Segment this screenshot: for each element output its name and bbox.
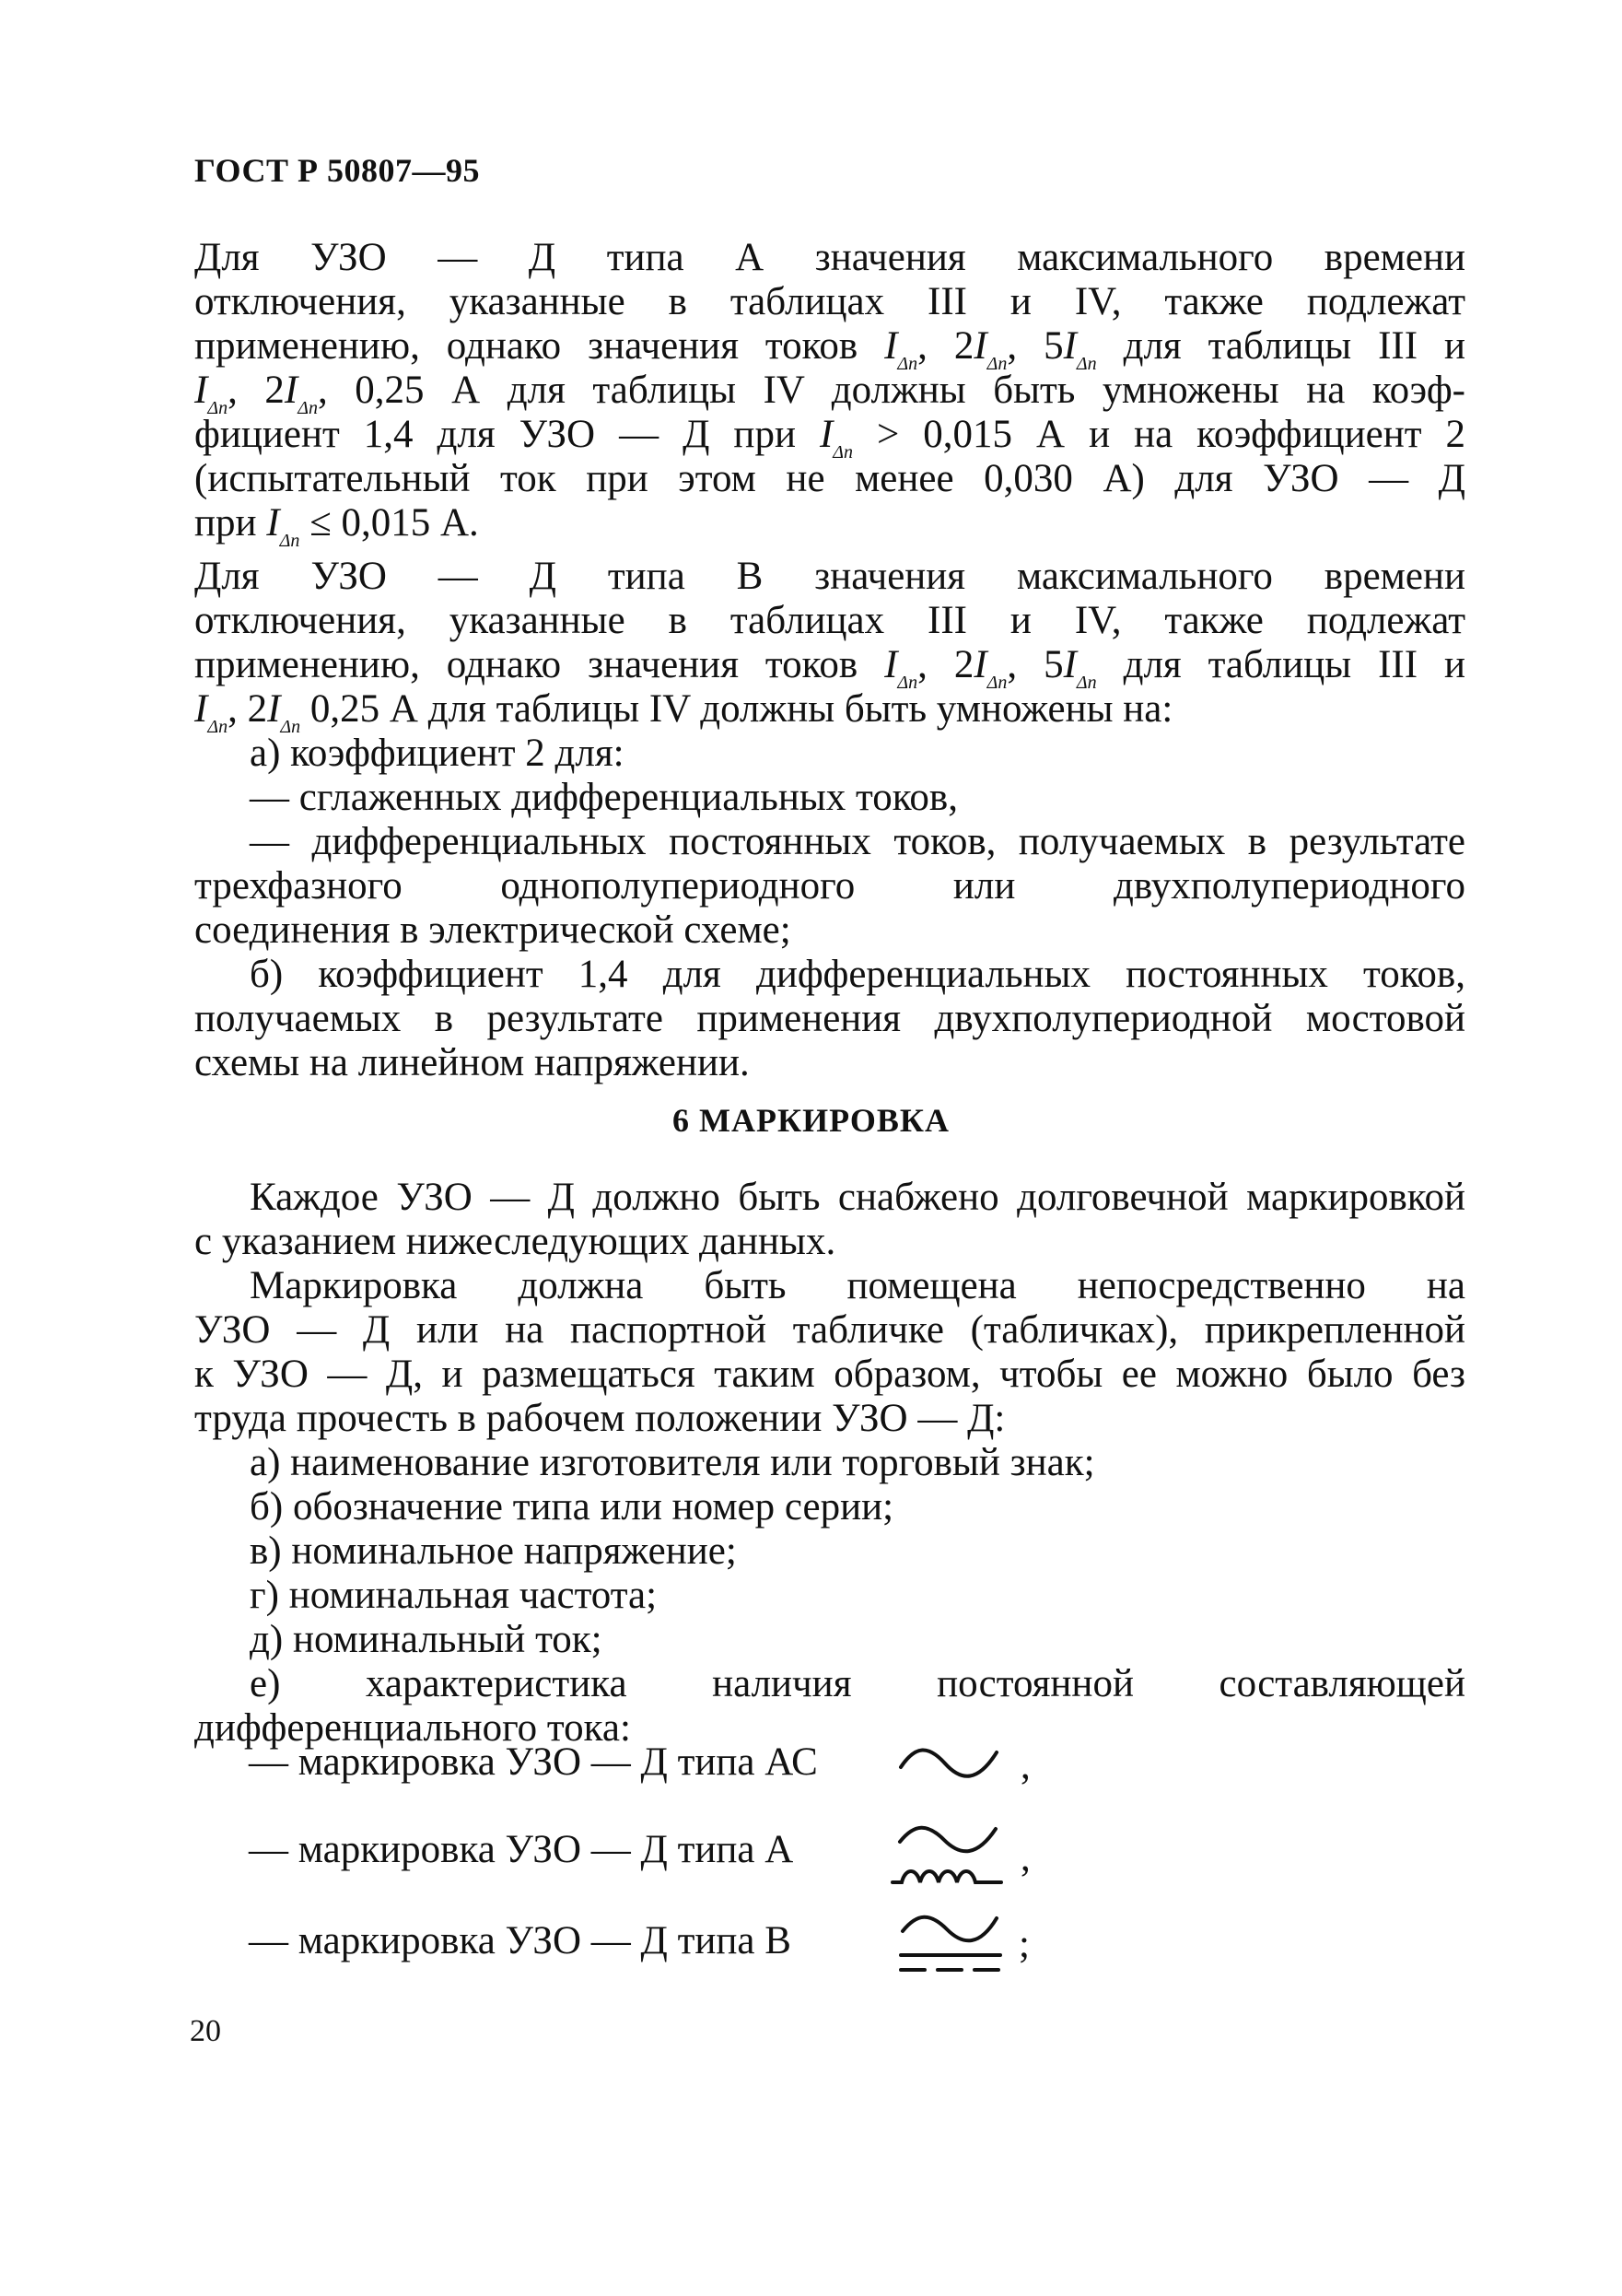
list-item: — дифференциальных постоянных токов, получаемых в результате [250, 820, 1465, 863]
page-number: 20 [190, 2014, 221, 2048]
punctuation: , [1021, 1836, 1031, 1880]
text-line: фициент 1,4 для УЗО — Д при $I_{\Delta n} > 0,015$ А и на коэффициент 2 [194, 413, 1465, 463]
document-header: ГОСТ Р 50807—95 [194, 152, 480, 189]
text-line: (испытательный ток при этом не менее 0,030 А) для УЗО — Д [194, 457, 1465, 500]
punctuation: , [1021, 1744, 1031, 1787]
punctuation: ; [1019, 1923, 1030, 1966]
text-line: Маркировка должна быть помещена непосредственно на [250, 1264, 1465, 1307]
text-line: применению, однако значения токов $I_{\Delta n}$, $2I_{\Delta n}$, $5I_{\Delta n}$ для таблицы III и [194, 643, 1465, 693]
list-item: е) характеристика наличия постоянной составляющей [250, 1662, 1465, 1705]
marking-type-ac: — маркировка УЗО — Д типа АС [249, 1740, 818, 1784]
text-line: применению, однако значения токов $I_{\Delta n}$, $2I_{\Delta n}$, $5I_{\Delta n}$ для таблицы III и [194, 324, 1465, 374]
sine-wave-icon [893, 1740, 1004, 1795]
text-line: трехфазного однополупериодного или двухполупериодного [194, 864, 1465, 908]
list-item: в) номинальное напряжение; [250, 1529, 737, 1573]
list-item: г) номинальная частота; [250, 1574, 658, 1617]
text-line: отключения, указанные в таблицах III и IV, также подлежат [194, 599, 1465, 642]
text-line: Каждое УЗО — Д должно быть снабжено долговечной маркировкой [250, 1176, 1465, 1219]
text-line: $I_{\Delta n}$, $2I_{\Delta n}$ 0,25 А для таблицы IV должны быть умножены на: [194, 687, 1173, 737]
smooth-dc-icon [893, 1907, 1009, 1981]
text-line: труда прочесть в рабочем положении УЗО — Д: [194, 1397, 1006, 1440]
marking-type-b: — маркировка УЗО — Д типа В [249, 1919, 791, 1962]
list-item: б) коэффициент 1,4 для дифференциальных постоянных токов, [250, 953, 1465, 996]
text-line: с указанием нижеследующих данных. [194, 1220, 836, 1263]
list-item: б) обозначение типа или номер серии; [250, 1485, 894, 1529]
text-line: получаемых в результате применения двухполупериодной мостовой [194, 997, 1465, 1040]
section-title: 6 МАРКИРОВКА [672, 1102, 950, 1139]
list-item: а) коэффициент 2 для: [250, 732, 624, 775]
text-line: соединения в электрической схеме; [194, 908, 791, 952]
text-line: дифференциального тока: [194, 1706, 631, 1750]
marking-type-a: — маркировка УЗО — Д типа А [249, 1828, 794, 1871]
text-line: к УЗО — Д, и размещаться таким образом, чтобы ее можно было без [194, 1353, 1465, 1396]
list-item: а) наименование изготовителя или торговый знак; [250, 1441, 1095, 1484]
list-item: — сглаженных дифференциальных токов, [250, 776, 958, 819]
text-line: Для УЗО — Д типа В значения максимального времени [194, 555, 1465, 598]
text-line: $I_{\Delta n}$, $2I_{\Delta n}$, 0,25 А для таблицы IV должны быть умножены на коэф- [194, 369, 1466, 418]
text-line: схемы на линейном напряжении. [194, 1041, 750, 1084]
text-line: Для УЗО — Д типа А значения максимального времени [194, 236, 1465, 279]
text-line: отключения, указанные в таблицах III и IV, также подлежат [194, 280, 1465, 323]
text-line: УЗО — Д или на паспортной табличке (табличках), прикрепленной [194, 1308, 1465, 1352]
pulsating-dc-icon [889, 1820, 1009, 1893]
text-line: при $I_{\Delta n} \le 0,015$ А. [194, 501, 479, 551]
list-item: д) номинальный ток; [250, 1618, 602, 1661]
